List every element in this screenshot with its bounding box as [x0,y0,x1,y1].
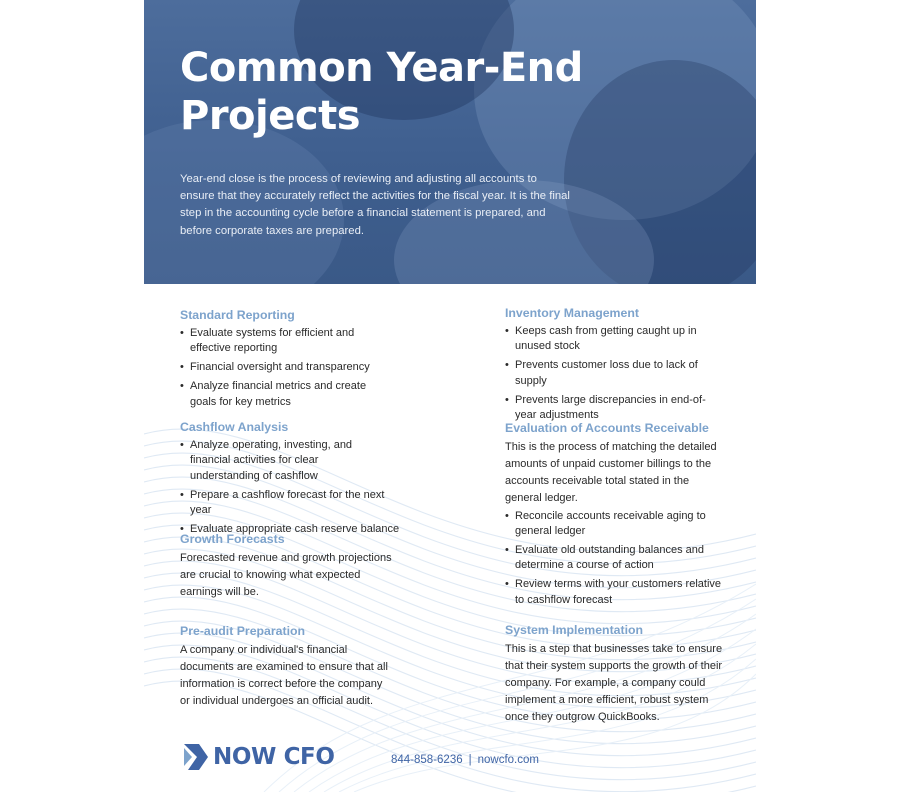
contact-line [391,754,539,766]
flyer-page [144,0,756,792]
section-title: Evaluation of Accounts Receivable [505,421,709,435]
list-item: • Evaluate systems for efficient and effective reporting [180,326,405,357]
section-title: Standard Reporting [180,308,295,322]
list-item: • Evaluate appropriate cash reserve balance [180,522,405,537]
section-preaudit [180,624,392,712]
list-item: • Prepare a cashflow forecast for the next year [180,488,405,519]
list-item: • Analyze operating, investing, and financial activities for clear understanding of cashflow [180,438,405,484]
list-item: • Keeps cash from getting caught up in unused stock [505,324,727,355]
bullet-list [505,509,727,609]
phone-number[interactable]: 844-858-6236 [391,754,463,766]
section-text: Forecasted revenue and growth projections are crucial to knowing what expected earnings will be. [180,552,392,598]
page-title: Common Year-End Projects [180,45,583,139]
list-item: • Evaluate old outstanding balances and determine a course of action [505,543,727,574]
intro-paragraph: Year-end close is the process of reviewing and adjusting all accounts to ensure that they accurately reflect the activities for the fiscal year. It is the final step in the accounting cycle before a financial statement is prepared, and before corporate taxes are prepared. [180,173,570,237]
section-standard-reporting [180,308,405,414]
section-accounts-receivable [505,421,727,612]
bullet-list [180,326,405,410]
now-cfo-logo-icon [184,744,208,770]
hero-banner [144,0,756,284]
list-item: • Financial oversight and transparency [180,360,405,375]
section-system-implementation [505,623,727,728]
section-title: Cashflow Analysis [180,420,289,434]
list-item: • Prevents customer loss due to lack of supply [505,358,727,389]
section-inventory [505,306,727,427]
section-title: Growth Forecasts [180,532,285,546]
list-item: • Prevents large discrepancies in end-of-year adjustments [505,393,727,424]
logo-wordmark: NOW CFO [213,744,335,770]
separator: | [468,754,472,766]
list-item: • Review terms with your customers relative to cashflow forecast [505,577,727,608]
section-title: Inventory Management [505,306,639,320]
bullet-list [505,324,727,424]
section-text: This is the process of matching the detailed amounts of unpaid customer billings to the accounts receivable total stated in the general ledger. [505,441,717,504]
section-title: Pre-audit Preparation [180,624,306,638]
bullet-list [180,438,405,538]
website-link[interactable]: nowcfo.com [477,754,539,766]
section-cashflow-analysis [180,420,405,541]
list-item: • Reconcile accounts receivable aging to general ledger [505,509,727,540]
section-title: System Implementation [505,623,644,637]
section-text: This is a step that businesses take to ensure that their system supports the growth of their company. For example, a company could implement a more efficient, robust system once they outgrow QuickBooks. [505,643,723,723]
section-growth-forecasts [180,532,400,603]
list-item: • Analyze financial metrics and create goals for key metrics [180,379,405,410]
section-text: A company or individual's financial documents are examined to ensure that all information is correct before the company or individual undergoes an official audit. [180,644,388,707]
